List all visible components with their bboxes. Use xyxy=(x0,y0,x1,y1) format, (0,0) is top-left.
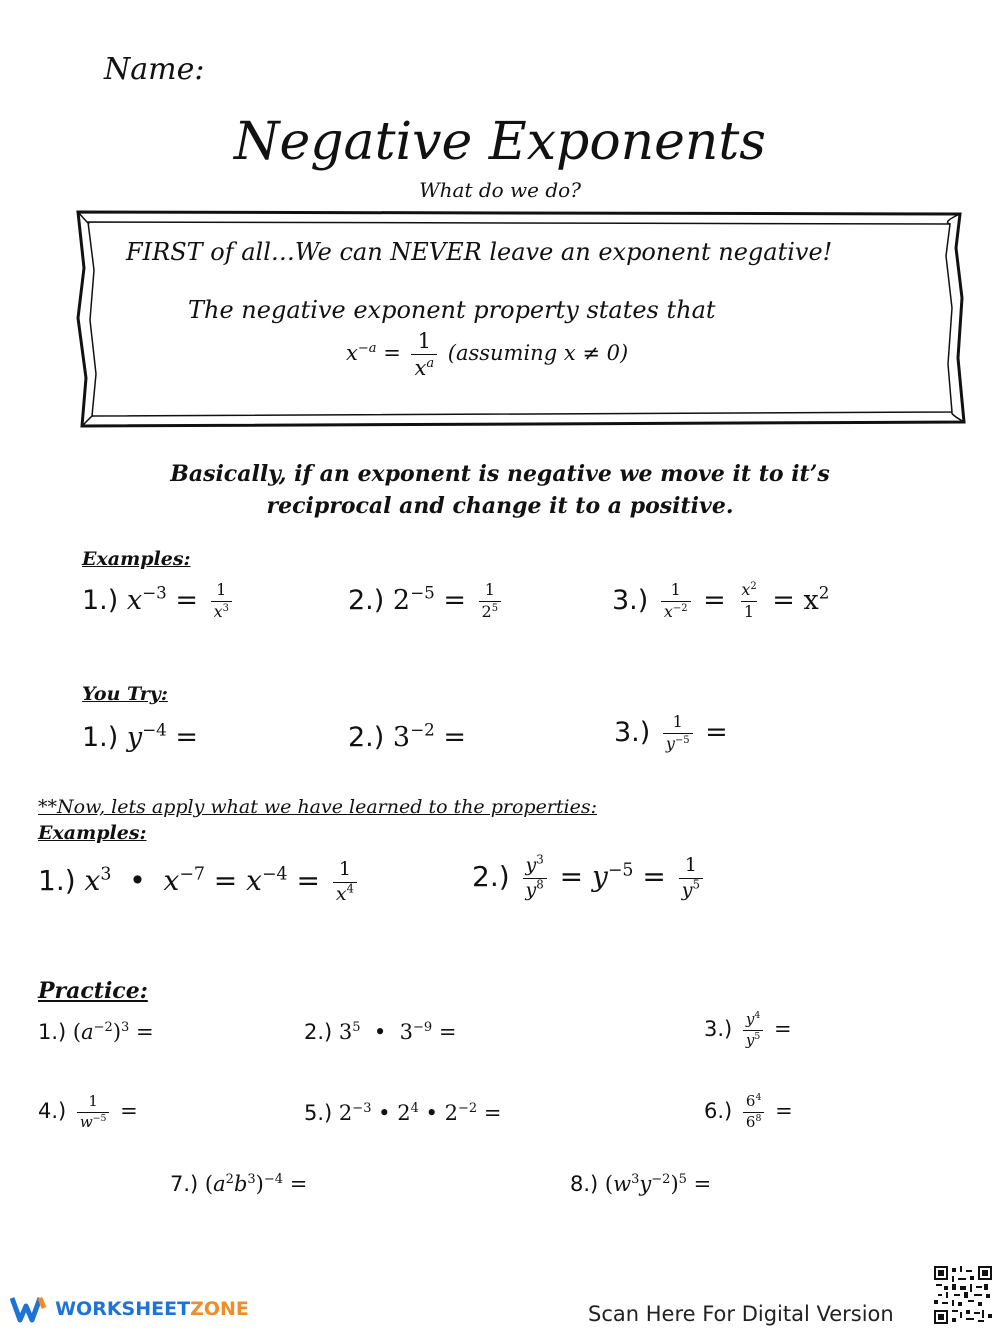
example-1: 1.) $x^{-3}$ = $\frac{1}{x^3}$ xyxy=(82,582,236,621)
practice-3: 3.) $\frac{y^4}{y^5}$ = xyxy=(704,1010,792,1049)
apply-note: **Now, lets apply what we have learned to the properties: xyxy=(38,796,597,818)
practice-2: 2.) $3^5$ • $3^{-9}$ = xyxy=(304,1019,457,1044)
example-2: 2.) $2^{-5}$ = $\frac{1}{2^5}$ xyxy=(348,582,505,621)
practice-7: 7.) $(a^2b^3)^{-4}$ = xyxy=(170,1171,308,1196)
property-example-2: 2.) $\frac{y^3}{y^8}$ = $y^{-5}$ = $\frac{1}{y^5}$ xyxy=(472,856,707,901)
properties-examples-heading: Examples: xyxy=(38,822,147,844)
worksheet-zone-logo xyxy=(10,1294,249,1324)
qr-code-icon[interactable] xyxy=(934,1266,992,1324)
rule-line-property: The negative exponent property states that xyxy=(188,296,716,324)
you-try-1: 1.) $y^{-4}$ = xyxy=(82,719,199,753)
page-title: Negative Exponents xyxy=(234,112,766,172)
examples-heading: Examples: xyxy=(82,548,191,570)
brand-left: WORKSHEET xyxy=(55,1298,191,1320)
practice-heading: Practice: xyxy=(38,978,148,1004)
practice-1: 1.) $(a^{-2})^3$ = xyxy=(38,1019,154,1044)
formula-assumption: (assuming x ≠ 0) xyxy=(447,341,629,366)
practice-4: 4.) $\frac{1}{w^{-5}}$ = xyxy=(38,1092,138,1131)
rule-line-never-negative: FIRST of all…We can NEVER leave an exponent negative! xyxy=(126,238,833,266)
you-try-2: 2.) $3^{-2}$ = xyxy=(348,719,466,753)
page-subtitle: What do we do? xyxy=(419,178,581,202)
summary-line-1: Basically, if an exponent is negative we move it to it’s xyxy=(170,461,830,487)
practice-6: 6.) $\frac{6^4}{6^8}$ = xyxy=(704,1092,793,1131)
property-example-1: 1.) $x^3$ • $x^{-7} = x^{-4}$ = $\frac{1}{x^4}$ xyxy=(38,860,361,905)
summary-line-2: reciprocal and change it to a positive. xyxy=(266,493,734,519)
brand-right: ZONE xyxy=(190,1298,249,1320)
practice-5: 5.) $2^{-3}$ • $2^4$ • $2^{-2}$ = xyxy=(304,1100,502,1125)
scan-text: Scan Here For Digital Version xyxy=(588,1302,894,1326)
summary-text xyxy=(60,458,940,522)
example-3: 3.) $\frac{1}{x^{-2}}$ = $\frac{x^2}{1}$ = $x^2$ xyxy=(612,580,830,621)
brand-w-icon xyxy=(10,1294,50,1324)
negative-exponent-formula: $x^{-a}$ = $\frac{1}{x^a}$ (assuming x ≠ 0) xyxy=(346,329,629,381)
you-try-heading: You Try: xyxy=(82,683,168,705)
practice-8: 8.) $(w^3y^{-2})^5$ = xyxy=(570,1171,712,1196)
you-try-3: 3.) $\frac{1}{y^{-5}}$ = xyxy=(614,712,728,753)
name-label: Name: xyxy=(104,52,205,87)
